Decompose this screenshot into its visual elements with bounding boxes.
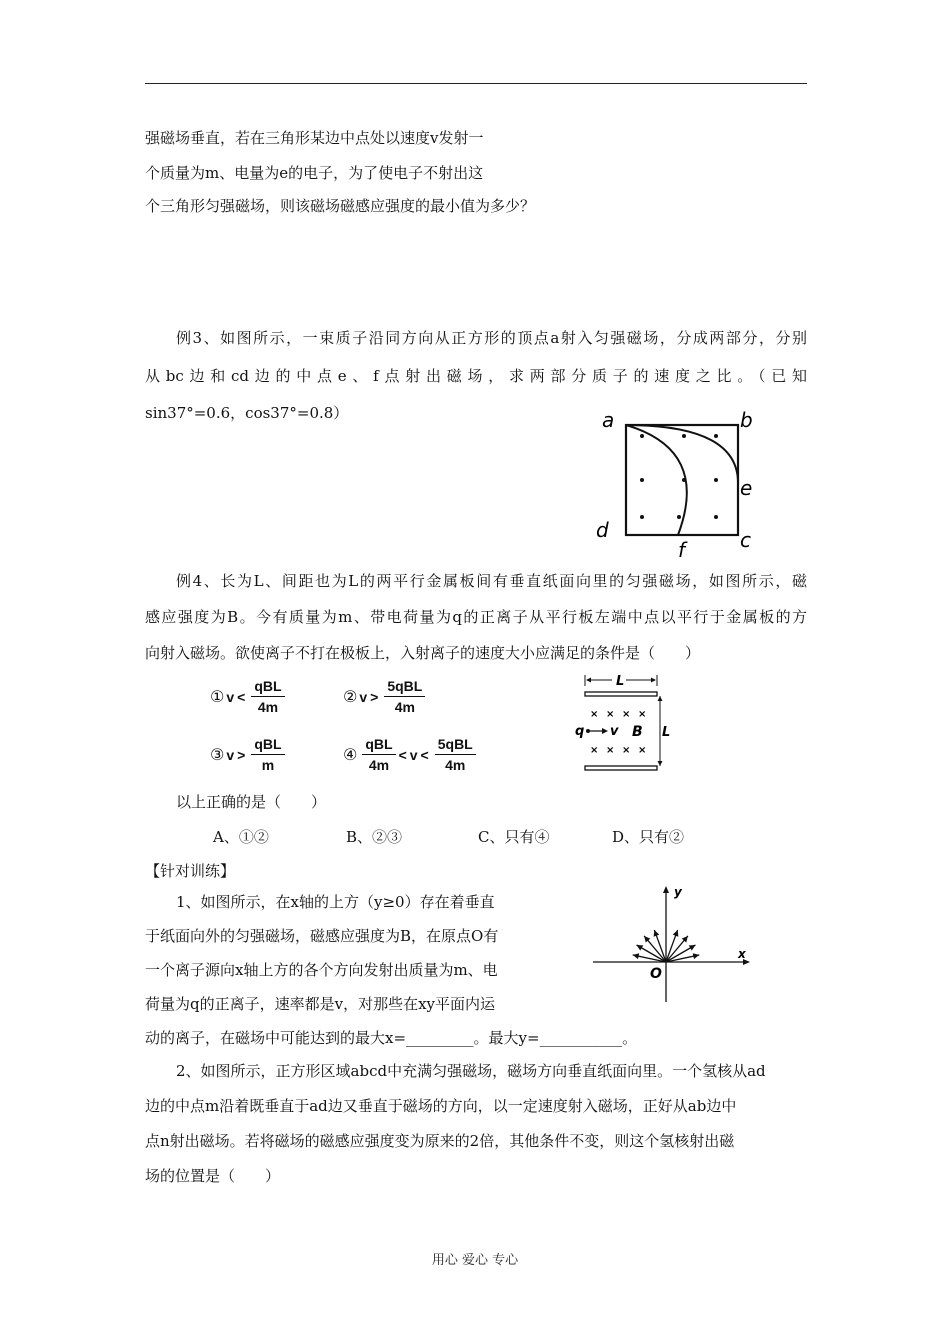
label-o: O xyxy=(650,966,662,982)
label-c: c xyxy=(740,528,751,552)
label-B: B xyxy=(632,724,643,740)
q1-line-3: 一个离子源向x轴上方的各个方向发射出质量为m、电 xyxy=(145,961,498,979)
page-footer: 用心 爱心 专心 xyxy=(431,1253,519,1268)
field-dots xyxy=(640,434,718,519)
ex4-line-1: 例4、长为L、间距也为L的两平行金属板间有垂直纸面向里的匀强磁场，如图所示，磁 xyxy=(176,572,807,590)
choice-d: D、只有② xyxy=(612,828,685,846)
label-a: a xyxy=(602,408,615,432)
q2-line-3: 点n射出磁场。若将磁场的磁感应强度变为原来的2倍，其他条件不变，则这个氢核射出磁 xyxy=(145,1132,735,1150)
svg-text:×: × xyxy=(622,745,631,756)
ex4-question: 以上正确的是（ ） xyxy=(176,793,327,811)
training-heading: 【针对训练】 xyxy=(145,862,236,880)
label-L-top: L xyxy=(616,674,625,689)
bottom-plate xyxy=(585,766,657,770)
intro-line-3: 个三角形匀强磁场，则该磁场磁感应强度的最小值为多少？ xyxy=(145,197,536,215)
svg-text:×: × xyxy=(606,745,615,756)
q1-figure xyxy=(588,880,758,1010)
top-plate xyxy=(585,692,657,696)
option-4: ④ qBL 4m < v < 5qBL 4m xyxy=(343,736,476,773)
q2-line-4: 场的位置是（ ） xyxy=(145,1167,281,1185)
label-d: d xyxy=(596,518,609,542)
svg-text:×: × xyxy=(590,745,599,756)
option-1: ① v < qBL 4m xyxy=(210,678,285,715)
q1-line-4: 荷量为q的正离子，速率都是v，对那些在xy平面内运 xyxy=(145,995,496,1013)
ex4-line-3: 向射入磁场。欲使离子不打在极板上，入射离子的速度大小应满足的条件是（ ） xyxy=(145,644,701,662)
label-e: e xyxy=(740,476,753,500)
header-rule xyxy=(145,83,807,84)
svg-text:×: × xyxy=(638,709,647,720)
svg-text:×: × xyxy=(606,709,615,720)
trajectory-to-e xyxy=(626,425,738,485)
option-3: ③ v > qBL m xyxy=(210,736,285,773)
choice-c: C、只有④ xyxy=(478,828,550,846)
label-q: q xyxy=(575,724,585,739)
label-L-side: L xyxy=(662,725,671,740)
ex3-line-2: 从bc边和cd边的中点e、f点射出磁场，求两部分质子的速度之比。（已知 xyxy=(145,367,807,385)
label-f: f xyxy=(678,538,686,560)
ray-head-7 xyxy=(633,953,639,959)
option-2: ② v > 5qBL 4m xyxy=(343,678,425,715)
ex3-figure xyxy=(590,405,770,560)
label-y: y xyxy=(674,885,682,899)
ex4-line-2: 感应强度为B。今有质量为m、带电荷量为q的正离子从平行板左端中点以平行于金属板的方 xyxy=(145,608,807,626)
q2-line-2: 边的中点m沿着既垂直于ad边又垂直于磁场的方向，以一定速度射入磁场，正好从ab边中 xyxy=(145,1097,737,1115)
label-v: v xyxy=(610,724,619,739)
choice-b: B、②③ xyxy=(346,828,403,846)
svg-text:×: × xyxy=(638,745,647,756)
q1-line-1: 1、如图所示，在x轴的上方（y≥0）存在着垂直 xyxy=(176,893,495,911)
intro-line-1: 强磁场垂直，若在三角形某边中点处以速度v发射一 xyxy=(145,129,484,147)
ray-head-0 xyxy=(693,953,699,959)
ex3-line-1: 例3、如图所示，一束质子沿同方向从正方形的顶点a射入匀强磁场，分成两部分，分别 xyxy=(176,329,807,347)
choice-a: A、①② xyxy=(213,828,269,846)
ex4-figure xyxy=(572,670,682,780)
label-b: b xyxy=(740,408,753,432)
intro-line-2: 个质量为m、电量为e的电子，为了使电子不射出这 xyxy=(145,164,484,182)
svg-text:×: × xyxy=(622,709,631,720)
q1-line-2: 于纸面向外的匀强磁场，磁感应强度为B，在原点O有 xyxy=(145,927,499,945)
ex3-line-3: sin37°=0.6，cos37°=0.8） xyxy=(145,404,349,422)
q1-line-5: 动的离子，在磁场中可能达到的最大x=_________。最大y=___________。 xyxy=(145,1029,638,1047)
q2-line-1: 2、如图所示，正方形区域abcd中充满匀强磁场，磁场方向垂直纸面向里。一个氢核从ad xyxy=(176,1062,766,1080)
svg-text:×: × xyxy=(590,709,599,720)
label-x: x xyxy=(738,947,746,961)
